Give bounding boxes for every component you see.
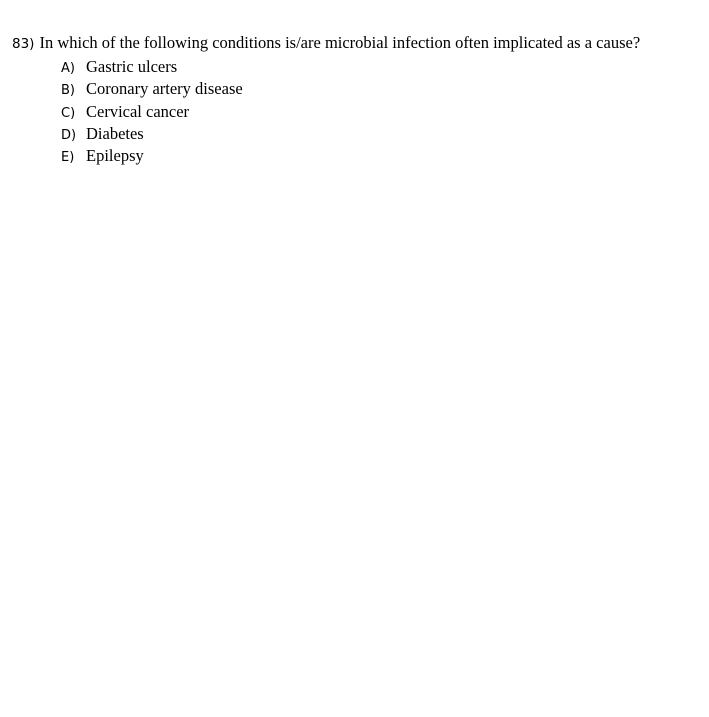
option-d: [61, 123, 243, 145]
option-text: Gastric ulcers: [86, 57, 178, 76]
option-letter: B): [61, 83, 75, 99]
option-text: Diabetes: [86, 123, 144, 143]
option-a: [61, 56, 243, 78]
option-text: Coronary artery disease: [86, 79, 243, 99]
question: [12, 33, 640, 53]
option-letter: A): [61, 61, 75, 76]
option-text: Epilepsy: [86, 146, 144, 166]
option-b: [61, 78, 243, 100]
option-letter: D): [61, 127, 77, 143]
question-number: 83): [12, 36, 35, 52]
option-letter: E): [61, 150, 75, 166]
answer-options: [61, 56, 243, 167]
option-c: [61, 101, 243, 123]
option-text: Cervical cancer: [86, 101, 190, 121]
option-letter: C): [61, 105, 76, 121]
question-text: In which of the following conditions is/are microbial infection often implicated as a cause?: [39, 33, 641, 52]
option-e: [61, 145, 243, 167]
